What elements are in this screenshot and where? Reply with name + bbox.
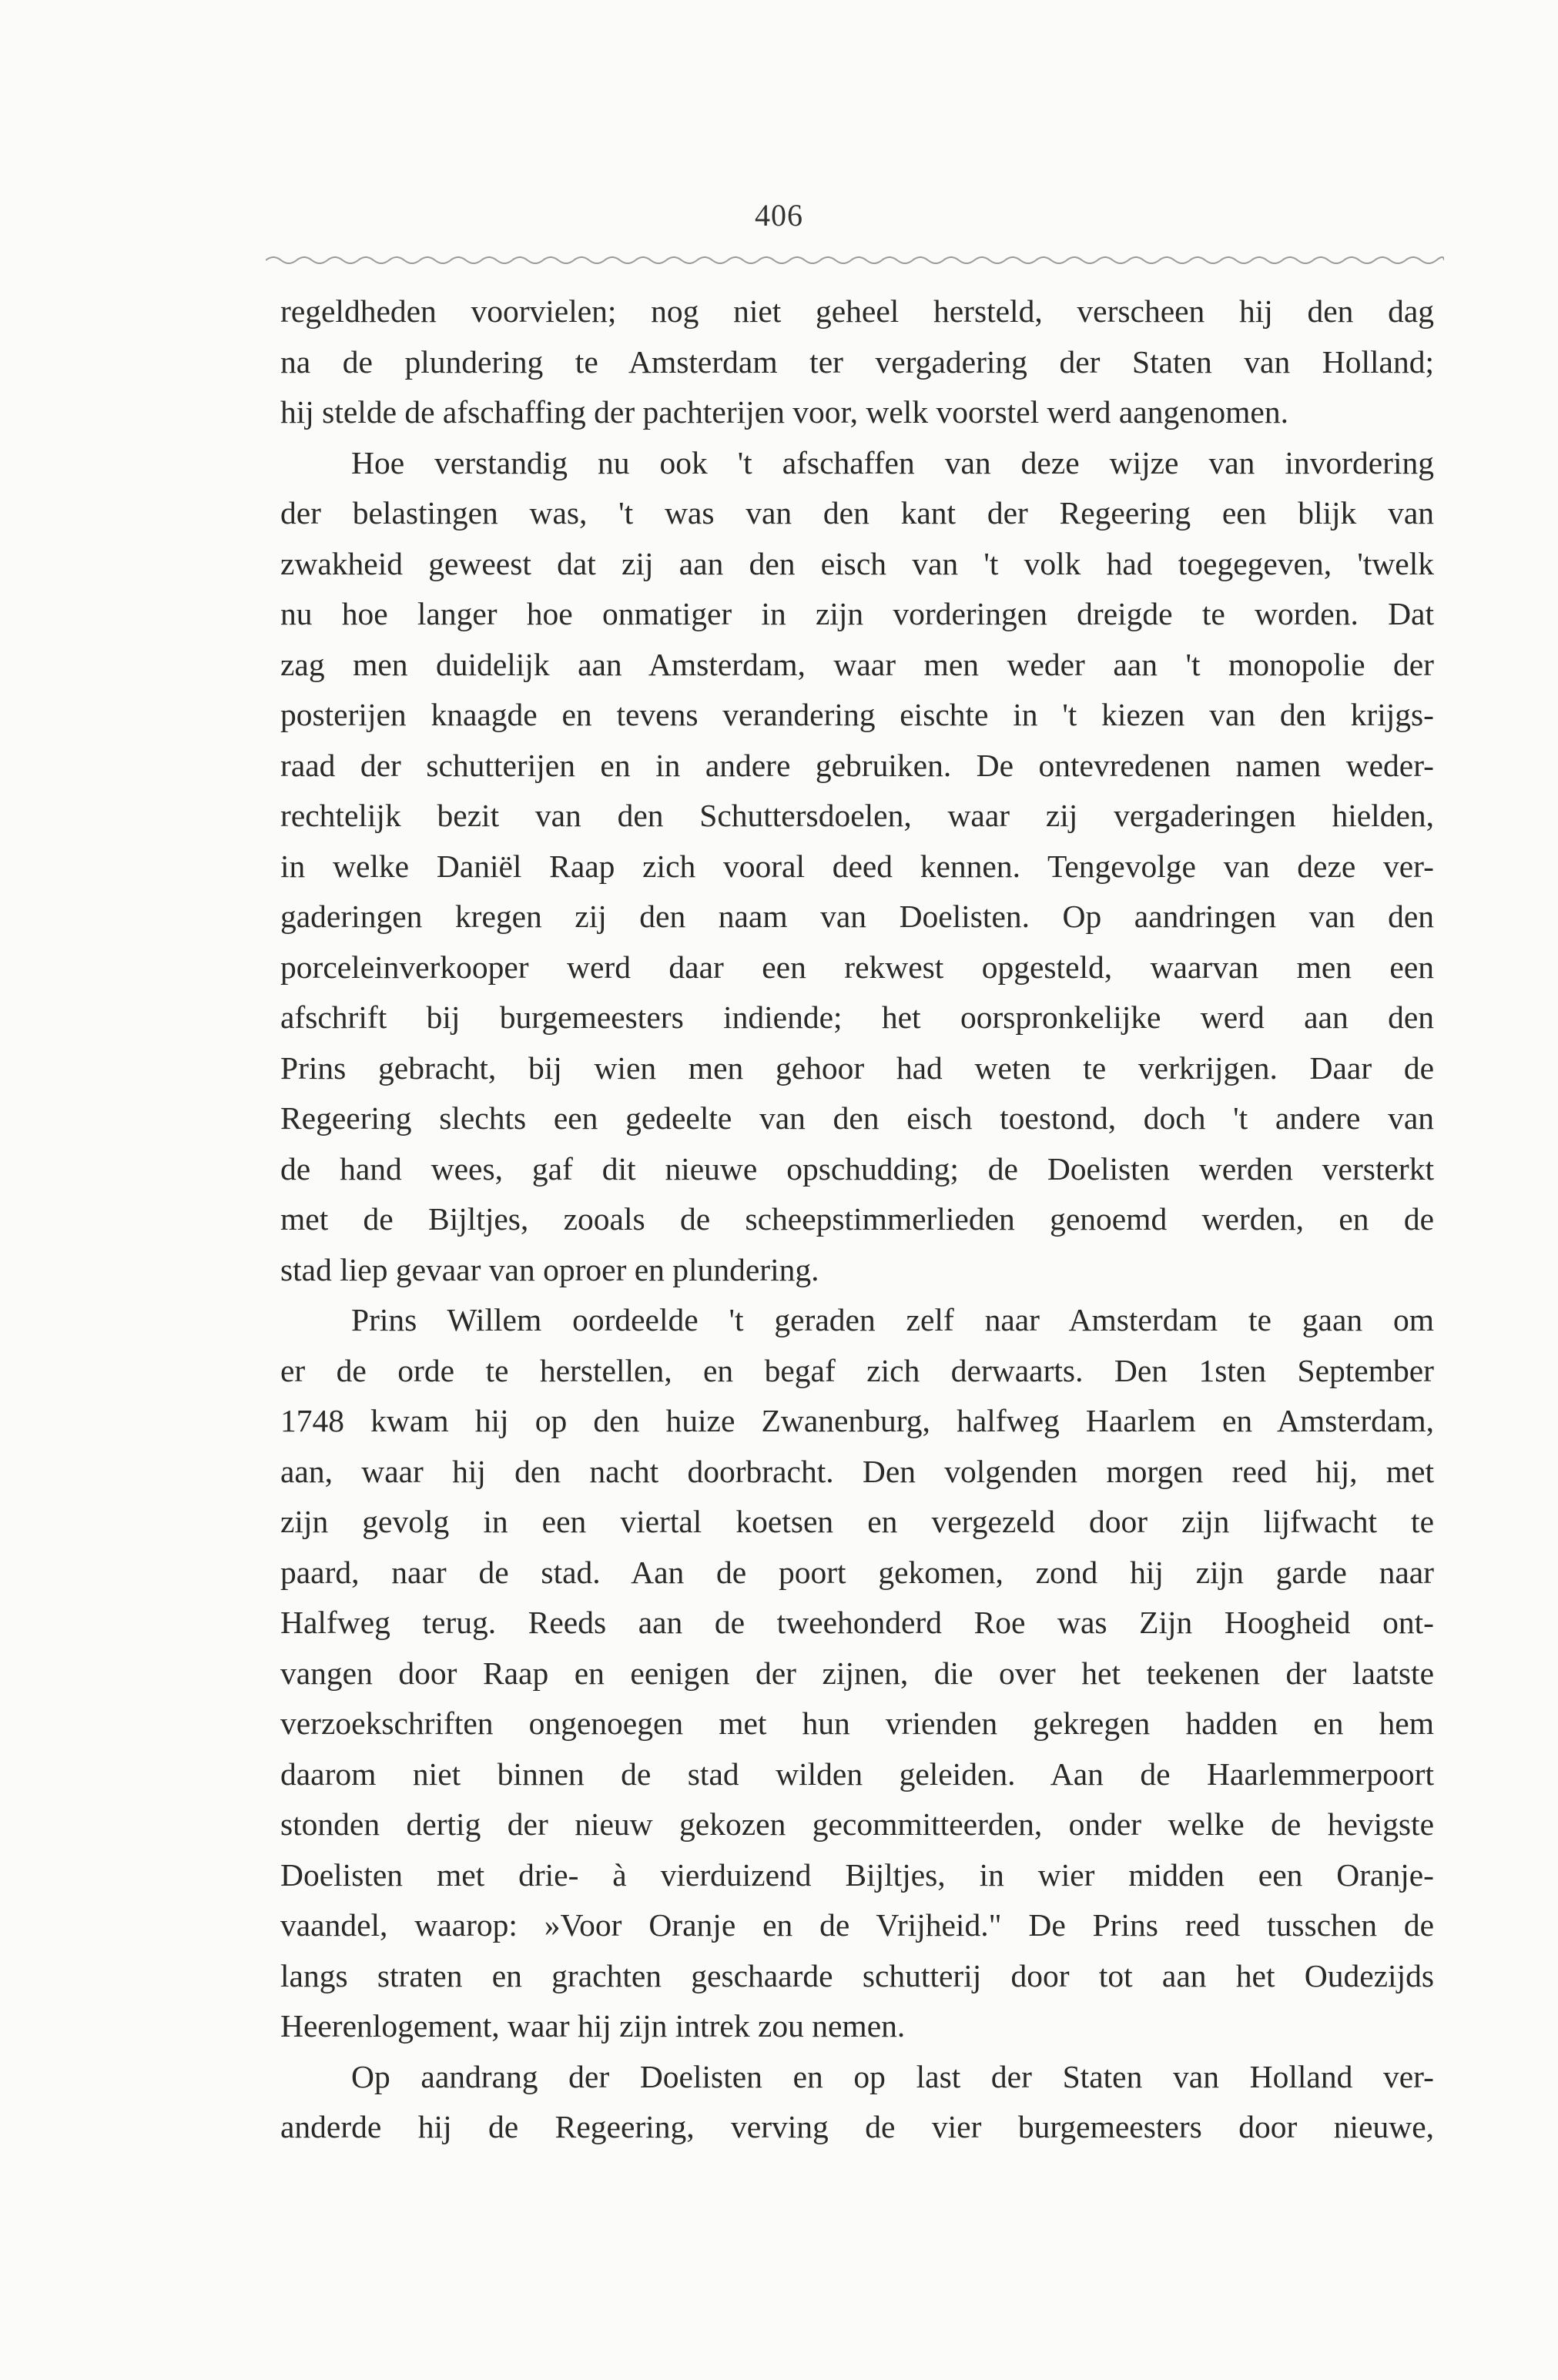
text-line: er de orde te herstellen, en begaf zich derwaarts. Den 1sten September: [280, 1352, 1434, 1388]
text-line: in welke Daniël Raap zich vooral deed kennen. Tengevolge van deze ver-: [280, 848, 1434, 884]
text-line: zag men duidelijk aan Amsterdam, waar men weder aan 't monopolie der: [280, 646, 1434, 682]
paragraph-2: [280, 438, 1434, 1296]
paragraph-1: [280, 286, 1434, 438]
text-line: Prins Willem oordeelde 't geraden zelf naar Amsterdam te gaan om: [351, 1302, 1434, 1337]
text-line: 1748 kwam hij op den huize Zwanenburg, halfweg Haarlem en Amsterdam,: [280, 1403, 1434, 1438]
text-line: porceleinverkooper werd daar een rekwest opgesteld, waarvan men een: [280, 949, 1434, 985]
text-line: Prins gebracht, bij wien men gehoor had weten te verkrijgen. Daar de: [280, 1049, 1434, 1086]
text-line: afschrift bij burgemeesters indiende; het oorspronkelijke werd aan den: [280, 999, 1434, 1035]
text-line: vangen door Raap en eenigen der zijnen, die over het teekenen der laatste: [280, 1655, 1434, 1691]
text-line: der belastingen was, 't was van den kant der Regeering een blijk van: [280, 495, 1434, 531]
text-line: paard, naar de stad. Aan de poort gekomen, zond hij zijn garde naar: [280, 1554, 1434, 1590]
text-line: Halfweg terug. Reeds aan de tweehonderd Roe was Zijn Hoogheid ont-: [280, 1605, 1434, 1640]
text-line: hij stelde de afschaffing der pachterijen voor, welk voorstel werd aangenomen.: [280, 394, 1288, 430]
paragraph-3: [280, 1295, 1434, 2052]
text-line: met de Bijltjes, zooals de scheepstimmerlieden genoemd werden, en de: [280, 1201, 1434, 1237]
text-line: stonden dertig der nieuw gekozen gecommitteerden, onder welke de hevigste: [280, 1806, 1434, 1842]
text-line: nu hoe langer hoe onmatiger in zijn vorderingen dreigde te worden. Dat: [280, 596, 1434, 631]
paragraph-4: [280, 2052, 1434, 2153]
page-number: 406: [755, 198, 803, 233]
text-line: stad liep gevaar van oproer en plundering.: [280, 1251, 819, 1287]
text-line: zwakheid geweest dat zij aan den eisch van 't volk had toegegeven, 'twelk: [280, 545, 1434, 581]
text-line: verzoekschriften ongenoegen met hun vrienden gekregen hadden en hem: [280, 1705, 1434, 1741]
text-line: anderde hij de Regeering, verving de vier burgemeesters door nieuwe,: [280, 2109, 1434, 2144]
wavy-line: [266, 257, 1444, 263]
text-line: de hand wees, gaf dit nieuwe opschudding; de Doelisten werden versterkt: [280, 1150, 1434, 1187]
text-line: Heerenlogement, waar hij zijn intrek zou nemen.: [280, 2008, 906, 2044]
text-line: vaandel, waarop: »Voor Oranje en de Vrijheid." De Prins reed tusschen de: [280, 1907, 1434, 1943]
text-line: posterijen knaagde en tevens verandering eischte in 't kiezen van den krijgs-: [280, 697, 1434, 732]
text-line: na de plundering te Amsterdam ter vergadering der Staten van Holland;: [280, 343, 1434, 380]
text-line: Regeering slechts een gedeelte van den eisch toestond, doch 't andere van: [280, 1100, 1434, 1136]
text-line: Doelisten met drie- à vierduizend Bijltjes, in wier midden een Oranje-: [280, 1856, 1434, 1893]
text-body: [280, 286, 1434, 2153]
decorative-rule: [266, 251, 1444, 269]
text-line: Op aandrang der Doelisten en op last der Staten van Holland ver-: [351, 2058, 1434, 2094]
text-line: Hoe verstandig nu ook 't afschaffen van deze wijze van invordering: [351, 444, 1434, 480]
text-line: rechtelijk bezit van den Schuttersdoelen, waar zij vergaderingen hielden,: [280, 798, 1434, 833]
text-line: regeldheden voorvielen; nog niet geheel hersteld, verscheen hij den dag: [280, 293, 1434, 329]
text-line: gaderingen kregen zij den naam van Doelisten. Op aandringen van den: [280, 899, 1434, 934]
text-line: raad der schutterijen en in andere gebruiken. De ontevredenen namen weder-: [280, 747, 1434, 783]
text-line: daarom niet binnen de stad wilden geleiden. Aan de Haarlemmerpoort: [280, 1756, 1434, 1792]
text-line: langs straten en grachten geschaarde schutterij door tot aan het Oudezijds: [280, 1957, 1434, 1993]
text-line: zijn gevolg in een viertal koetsen en vergezeld door zijn lijfwacht te: [280, 1504, 1434, 1539]
text-line: aan, waar hij den nacht doorbracht. Den volgenden morgen reed hij, met: [280, 1453, 1434, 1489]
